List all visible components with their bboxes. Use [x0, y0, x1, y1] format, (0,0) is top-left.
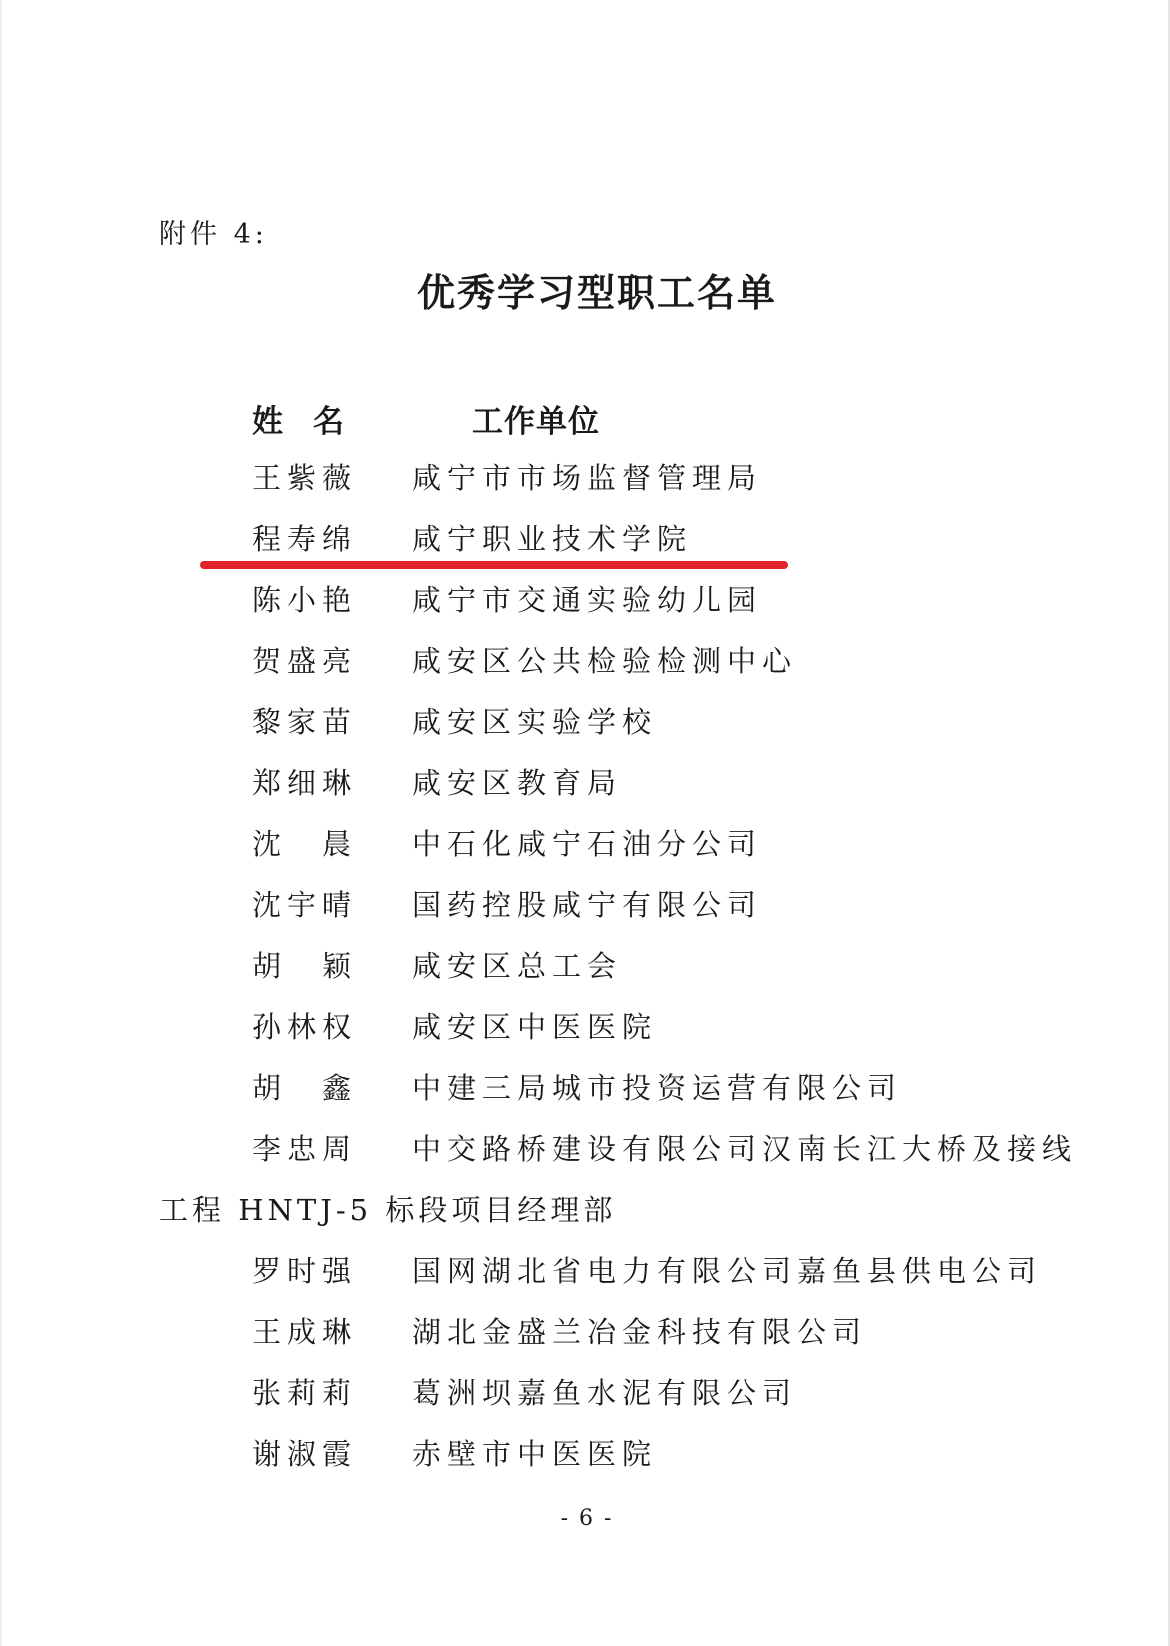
row-name: 谢淑霞 — [252, 1437, 358, 1471]
row-name: 王紫薇 — [252, 461, 358, 495]
row-unit: 国网湖北省电力有限公司嘉鱼县供电公司 — [412, 1254, 1043, 1288]
row-name: 程寿绵 — [252, 522, 358, 556]
row-name: 孙林权 — [252, 1010, 358, 1044]
row-unit: 咸安区中医医院 — [412, 1010, 658, 1044]
header-name: 姓名 — [252, 404, 374, 440]
row-unit: 咸宁市市场监督管理局 — [412, 461, 763, 495]
row-name: 张莉莉 — [252, 1376, 358, 1410]
document-title: 优秀学习型职工名单 — [416, 270, 777, 315]
row-name: 沈 晨 — [252, 827, 358, 861]
row-name: 郑细琳 — [252, 766, 358, 800]
row-unit: 葛洲坝嘉鱼水泥有限公司 — [412, 1376, 798, 1410]
row-unit: 湖北金盛兰冶金科技有限公司 — [412, 1315, 868, 1349]
row-unit: 咸宁市交通实验幼儿园 — [412, 583, 763, 617]
row-unit: 咸安区实验学校 — [412, 705, 658, 739]
row-name: 陈小艳 — [252, 583, 358, 617]
row-unit: 咸安区公共检验检测中心 — [412, 644, 798, 678]
row-name: 胡 鑫 — [252, 1071, 358, 1105]
row-name: 罗时强 — [252, 1254, 358, 1288]
row-unit-continuation: 工程 HNTJ-5 标段项目经理部 — [159, 1193, 617, 1227]
row-unit: 赤壁市中医医院 — [412, 1437, 658, 1471]
row-name: 李忠周 — [252, 1132, 358, 1166]
row-unit: 中建三局城市投资运营有限公司 — [412, 1071, 903, 1105]
row-unit: 中交路桥建设有限公司汉南长江大桥及接线 — [412, 1132, 1078, 1166]
red-highlight-underline — [200, 561, 788, 569]
row-unit: 咸安区教育局 — [412, 766, 623, 800]
attachment-label: 附件 4: — [159, 219, 268, 250]
row-unit: 咸宁职业技术学院 — [412, 522, 693, 556]
row-name: 胡 颖 — [252, 949, 358, 983]
header-unit: 工作单位 — [472, 404, 600, 440]
page-number: - 6 - — [560, 1506, 614, 1531]
row-name: 贺盛亮 — [252, 644, 358, 678]
row-name: 沈宇晴 — [252, 888, 358, 922]
row-unit: 咸安区总工会 — [412, 949, 623, 983]
row-unit: 国药控股咸宁有限公司 — [412, 888, 763, 922]
row-name: 王成琳 — [252, 1315, 358, 1349]
row-name: 黎家苗 — [252, 705, 358, 739]
row-unit: 中石化咸宁石油分公司 — [412, 827, 763, 861]
